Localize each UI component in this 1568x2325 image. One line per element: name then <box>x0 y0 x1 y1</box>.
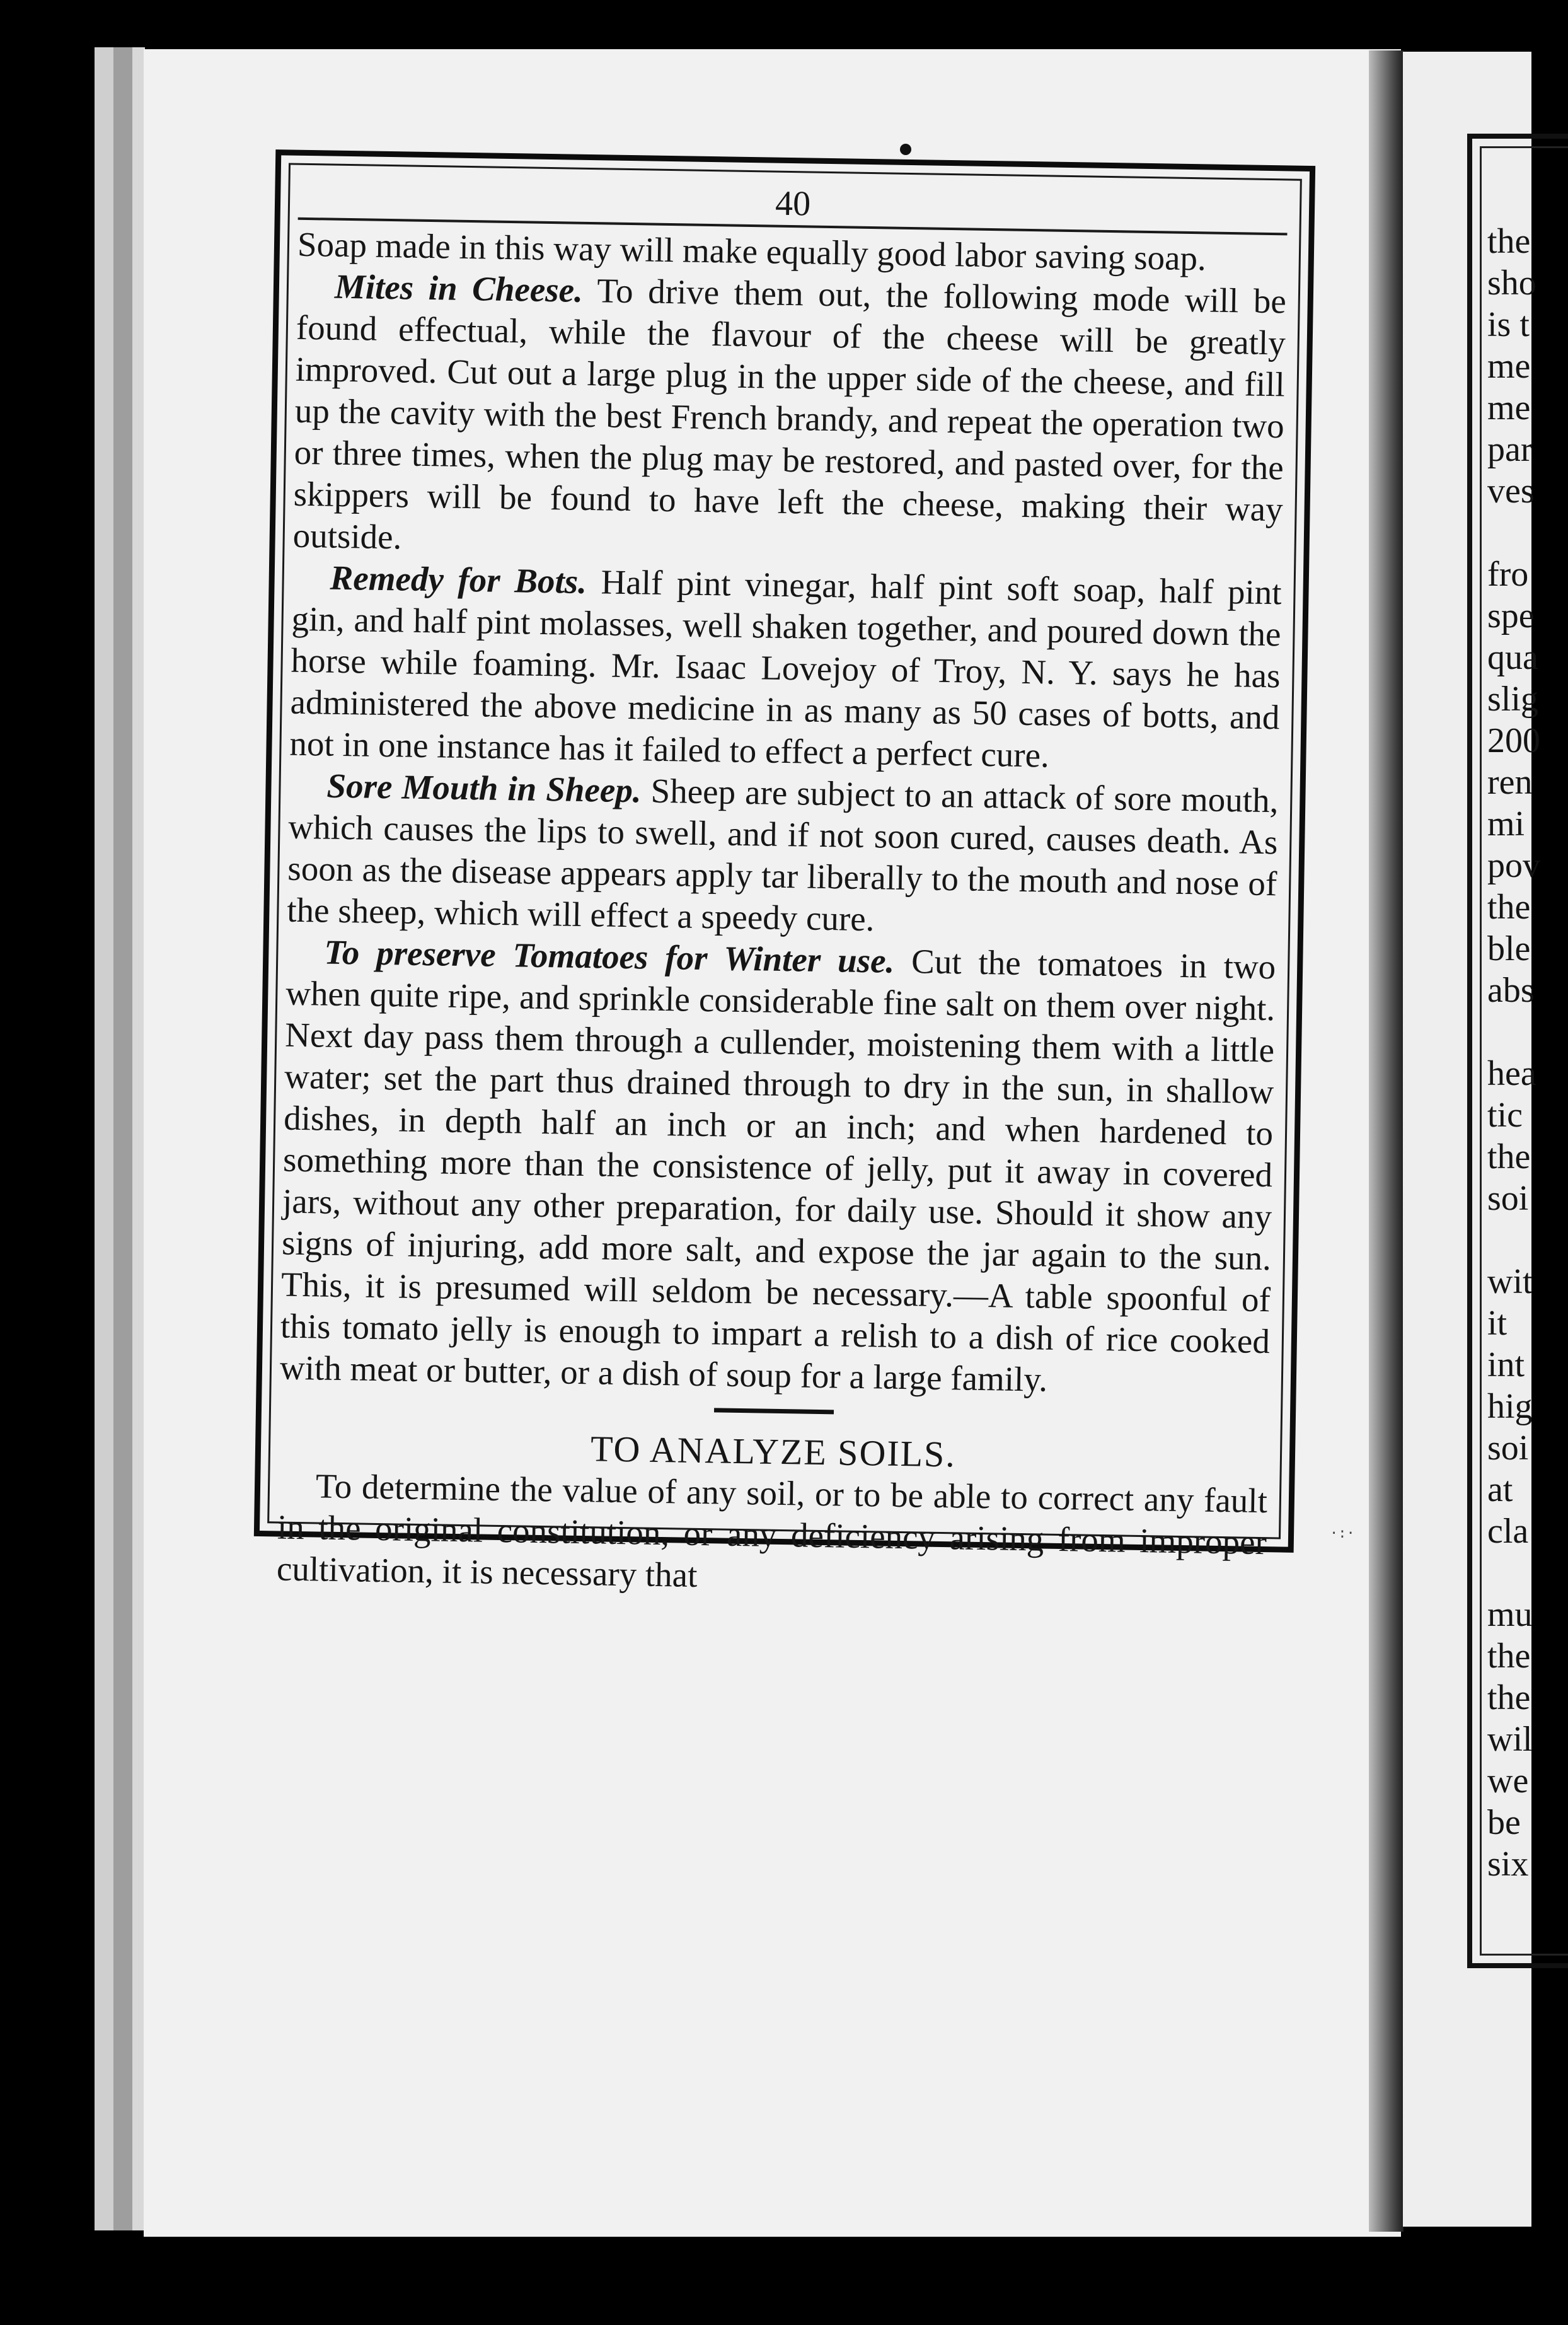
right-page-line <box>1487 1219 1538 1261</box>
right-page-line: cla <box>1487 1512 1529 1551</box>
right-page-line: six <box>1487 1845 1529 1884</box>
paragraph-heading: Remedy for Bots. <box>330 558 587 601</box>
right-page-line: sho <box>1487 264 1536 303</box>
right-page-line <box>1487 1552 1538 1594</box>
page-content <box>276 177 1288 1594</box>
right-page-line: at <box>1487 1470 1513 1509</box>
right-page-line: slig <box>1487 680 1538 719</box>
right-page-line: it <box>1487 1304 1507 1343</box>
right-page-line: the <box>1487 1137 1531 1176</box>
right-page-line: the <box>1487 222 1531 261</box>
paragraph-heading: To preserve Tomatoes for Winter use. <box>323 932 895 980</box>
right-page-line: wit <box>1487 1262 1533 1301</box>
right-page-line: the <box>1487 888 1531 927</box>
paragraph-remedy-for-bots <box>289 557 1282 780</box>
right-page-line: hea <box>1487 1054 1536 1093</box>
right-page-line: mu <box>1487 1595 1533 1634</box>
page-stack-edge <box>113 47 132 2230</box>
right-page-line: soi <box>1487 1179 1529 1218</box>
right-page-line: qua <box>1487 638 1538 677</box>
right-page-line: ves <box>1487 472 1535 511</box>
right-page-line: me <box>1487 388 1531 427</box>
page-number: 40 <box>775 183 811 224</box>
right-page-line: par <box>1487 430 1533 469</box>
ink-spot <box>900 144 911 155</box>
paragraph-heading: Mites in Cheese. <box>334 267 584 310</box>
right-page-line: ren <box>1487 763 1533 802</box>
right-page-line: me <box>1487 347 1531 386</box>
right-page-line: ble <box>1487 929 1531 968</box>
right-page-line: wil <box>1487 1720 1533 1759</box>
page-stack-edge <box>132 47 145 2230</box>
text-frame <box>254 149 1315 1594</box>
right-page-line: 200 <box>1487 721 1540 760</box>
section-title: TO ANALYZE SOILS. <box>590 1428 957 1475</box>
paragraph-analyze-soils <box>276 1465 1267 1606</box>
right-page-text-fragments <box>1487 221 1538 1885</box>
paragraph-preserve-tomatoes <box>280 931 1276 1405</box>
paragraph-text: To drive them out, the following mode will be found effectual, while the flavour of the cheese will be greatly improved. Cut out a large plug in the upper side of the cheese, and fill up the cavity with the best French brandy, and repeat the operation two or three times, when the plug may be restored, and pasted over, for the skippers will be found to have left the cheese, making their way outside. <box>292 271 1287 557</box>
paragraph-text: Sheep are subject to an attack of sore mouth, which causes the lips to swell, and if not soon cured, causes death. As soon as the disease appears apply tar liberally to the mouth and nose of the sheep, which will effect a speedy cure. <box>286 771 1279 939</box>
right-page-line <box>1487 1011 1538 1053</box>
paragraph-text: Half pint vinegar, half pint soft soap, half pint gin, and half pint molasses, well shaken together, and poured down the horse while foaming. Mr. Isaac Lovejoy of Troy, N. Y. says he has administered the above medicine in as many as 50 cases of botts, and not in one instance has it failed to effect a perfect cure. <box>289 562 1283 775</box>
right-page-line: hig <box>1487 1387 1533 1426</box>
paragraph-text: To determine the value of any soil, or to be able to correct any fault in the original constitution, or any deficiency arising from improper cultivation, it is necessary that <box>276 1466 1268 1594</box>
right-page-line: is t <box>1487 305 1530 344</box>
paragraph-heading: Sore Mouth in Sheep. <box>326 766 642 810</box>
right-page-line: mi <box>1487 804 1525 844</box>
right-page-line: fro <box>1487 555 1529 594</box>
right-page-line: be <box>1487 1803 1521 1842</box>
right-page-line: pov <box>1487 846 1540 885</box>
paragraph-sore-mouth-in-sheep <box>287 765 1279 947</box>
paragraph-text: Soap made in this way will make equally good labor saving soap. <box>297 224 1207 278</box>
right-page-line: abs <box>1487 971 1535 1010</box>
right-page-line: spe <box>1487 596 1535 635</box>
section-separator <box>714 1408 834 1414</box>
right-page-line: we <box>1487 1761 1529 1800</box>
paragraph-text: Cut the tomatoes in two when quite ripe, and sprinkle considerable fine salt on them over night. Next day pass them through a cullender, moistening them with a little water; set the part thus drained through to dry in the sun, in shallow dishes, in depth half an inch or an inch; and when hardened to something more than the consistence of jelly, put it away in covered jars, without any other preparation, for daily use. Should it show any signs of injuring, add more salt, and expose the jar again to the sun. This, it is presumed will seldom be necessary.—A table spoonful of this tomato jelly is enough to impart a relish to a dish of rice cooked with meat or butter, or a dish of soup for a large family. <box>279 942 1276 1399</box>
page-stack-edge <box>95 47 113 2230</box>
scan-noise: ·:· <box>1330 1526 1355 1541</box>
right-page-line: the <box>1487 1678 1531 1717</box>
right-page-line <box>1487 512 1538 554</box>
book-gutter <box>1369 50 1404 2232</box>
right-page-line: soi <box>1487 1429 1529 1468</box>
right-page-line: int <box>1487 1345 1525 1384</box>
right-page-line: the <box>1487 1637 1531 1676</box>
right-page-line: tic <box>1487 1096 1523 1135</box>
paragraph-mites-in-cheese <box>292 265 1286 572</box>
